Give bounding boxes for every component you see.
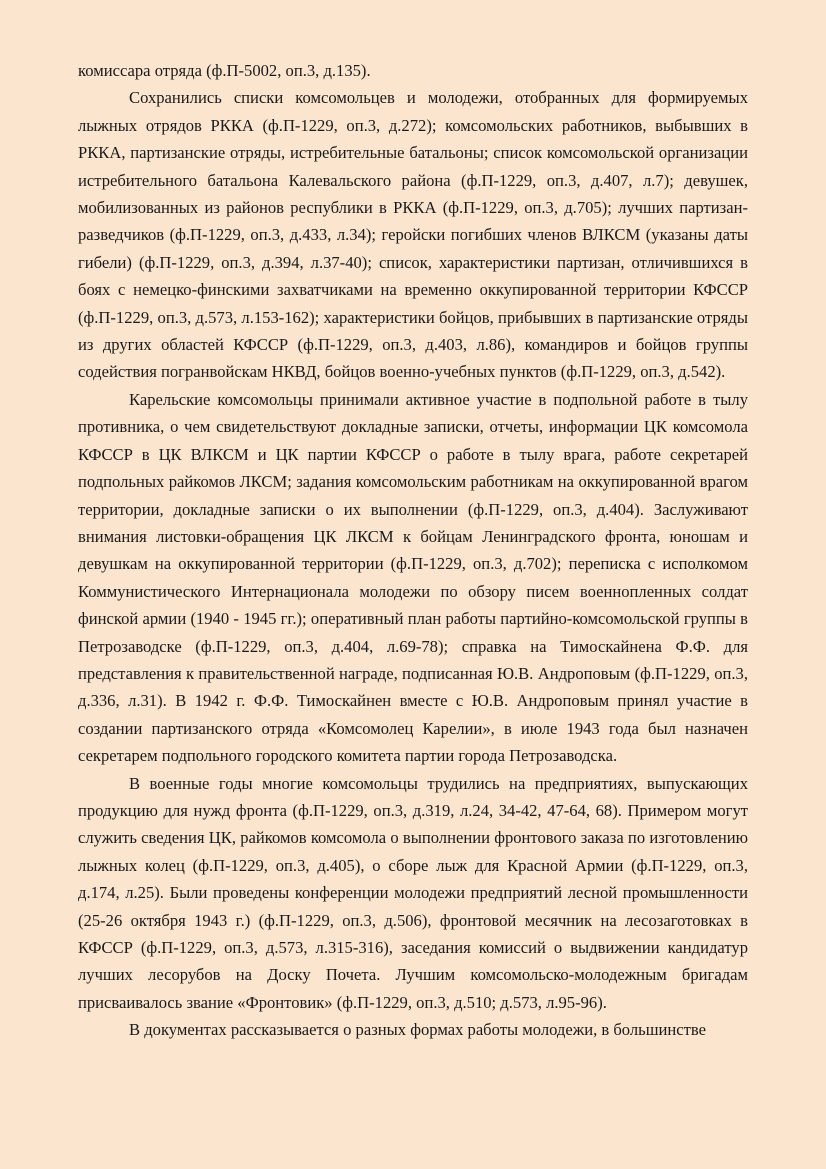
paragraph-continuation: комиссара отряда (ф.П-5002, оп.3, д.135). (78, 61, 371, 80)
paragraph-underground-work: Карельские комсомольцы принимали активное участие в подпольной работе в тылу противника, о чем свидетельствуют докладные записки, отчеты, информации ЦК комсомола КФССР в ЦК ВЛКСМ и ЦК партии КФССР о работе в тылу врага, работе секретарей подпольных райкомов ЛКСМ; задания комсомольским работникам на оккупированной врагом территории, докладные записки о их выполнении (ф.П-1229, оп.3, д.404). Заслуживают внимания листовки-обращения ЦК ЛКСМ к бойцам Ленинградского фронта, юношам и девушкам на оккупированной территории (ф.П-1229, оп.3, д.702); переписка с исполкомом Коммунистического Интернационала молодежи по обзору писем военнопленных солдат финской армии (1940 - 1945 гг.); оперативный план работы партийно-комсомольской группы в Петрозаводске (ф.П-1229, оп.3, д.404, л.69-78); справка на Тимоскайнена Ф.Ф. для представления к правительственной награде, подписанная Ю.В. Андроповым (ф.П-1229, оп.3, д.336, л.31). В 1942 г. Ф.Ф. Тимоскайнен вместе с Ю.В. Андроповым принял участие в создании партизанского отряда «Комсомолец Карелии», в июле 1943 года был назначен секретарем подпольного городского комитета партии города Петрозаводска. (78, 389, 748, 766)
paragraph-lists: Сохранились списки комсомольцев и молодежи, отобранных для формируемых лыжных отрядов РККА (ф.П-1229, оп.3, д.272); комсомольских работников, выбывших в РККА, партизанские отряды, истребительные батальоны; список комсомольской организации истребительного батальона Калевальского района (ф.П-1229, оп.3, д.407, л.7); девушек, мобилизованных из районов республики в РККА (ф.П-1229, оп.3, д.705); лучших партизан-разведчиков (ф.П-1229, оп.3, д.433, л.34); геройски погибших членов ВЛКСМ (указаны даты гибели) (ф.П-1229, оп.3, д.394, л.37-40); список, характеристики партизан, отличившихся в боях с немецко-финскими захватчиками на временно оккупированной территории КФССР (ф.П-1229, оп.3, д.573, л.153-162); характеристики бойцов, прибывших в партизанские отряды из других областей КФССР (ф.П-1229, оп.3, д.403, л.86), командиров и бойцов группы содействия погранвойскам НКВД, бойцов военно-учебных пунктов (ф.П-1229, оп.3, д.542). (78, 88, 748, 382)
paragraph-forms-of-work: В документах рассказывается о разных формах работы молодежи, в большинстве (129, 1020, 706, 1040)
paragraph-war-production: В военные годы многие комсомольцы трудились на предприятиях, выпускающих продукцию для нужд фронта (ф.П-1229, оп.3, д.319, л.24, 34-42, 47-64, 68). Примером могут служить сведения ЦК, райкомов комсомола о выполнении фронтового заказа по изготовлению лыжных колец (ф.П-1229, оп.3, д.405), о сборе лыж для Красной Армии (ф.П-1229, оп.3, д.174, л.25). Были проведены конференции молодежи предприятий лесной промышленности (25-26 октября 1943 г.) (ф.П-1229, оп.3, д.506), фронтовой месячник на лесозаготовках в КФССР (ф.П-1229, оп.3, д.573, л.315-316), заседания комиссий о выдвижении кандидатур лучших лесорубов на Доску Почета. Лучшим комсомольско-молодежным бригадам присваивалось звание «Фронтовик» (ф.П-1229, оп.3, д.510; д.573, л.95-96). (78, 773, 748, 1012)
document-page (78, 57, 748, 1044)
